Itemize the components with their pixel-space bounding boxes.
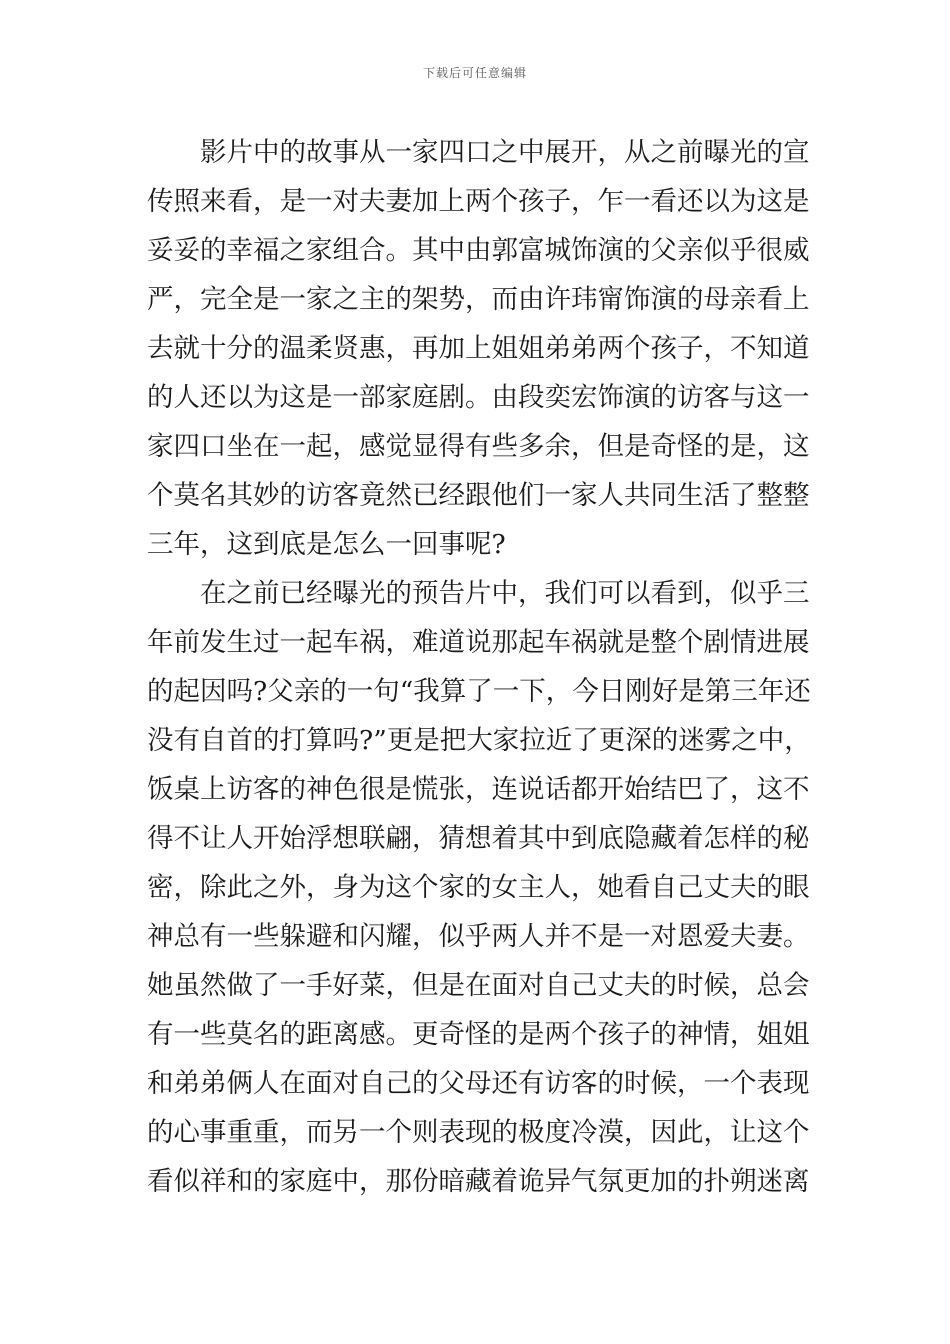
paragraph-1-line: 妥妥的幸福之家组合。其中由郭富城饰演的父亲似乎很威 — [147, 235, 810, 266]
paragraph-1-line: 去就十分的温柔贤惠，再加上姐姐弟弟两个孩子，不知道 — [147, 333, 810, 364]
paragraph-2-line: 和弟弟俩人在面对自己的父母还有访客的时候，一个表现 — [147, 1068, 810, 1099]
paragraph-2-line: 在之前已经曝光的预告片中，我们可以看到，似乎三 — [200, 578, 810, 609]
paragraph-1-line: 严，完全是一家之主的架势，而由许玮甯饰演的母亲看上 — [147, 284, 810, 315]
paragraph-2-line: 饭桌上访客的神色很是慌张，连说话都开始结巴了，这不 — [147, 774, 810, 805]
paragraph-2-line: 神总有一些躲避和闪耀，似乎两人并不是一对恩爱夫妻。 — [147, 921, 810, 952]
header-note: 下载后可任意编辑 — [422, 66, 527, 80]
paragraph-2-line: 密，除此之外，身为这个家的女主人，她看自己丈夫的眼 — [147, 872, 810, 903]
paragraph-2-line: 的心事重重，而另一个则表现的极度冷漠，因此，让这个 — [147, 1117, 810, 1148]
document-body — [147, 128, 811, 1206]
paragraph-1-line: 的人还以为这是一部家庭剧。由段奕宏饰演的访客与这一 — [147, 382, 810, 413]
paragraph-2-line: 年前发生过一起车祸，难道说那起车祸就是整个剧情进展 — [147, 627, 810, 658]
paragraph-2-line: 看似祥和的家庭中，那份暗藏着诡异气氛更加的扑朔迷离 — [147, 1166, 810, 1197]
paragraph-1-line: 影片中的故事从一家四口之中展开，从之前曝光的宣 — [200, 137, 810, 168]
paragraph-1-line: 家四口坐在一起，感觉显得有些多余，但是奇怪的是，这 — [147, 431, 810, 462]
paragraph-2-line: 的起因吗?父亲的一句“我算了一下，今日刚好是第三年还 — [147, 676, 811, 707]
paragraph-1-line: 个莫名其妙的访客竟然已经跟他们一家人共同生活了整整 — [147, 480, 810, 511]
paragraph-1-line: 三年，这到底是怎么一回事呢? — [147, 529, 506, 560]
paragraph-2-line: 没有自首的打算吗?”更是把大家拉近了更深的迷雾之中， — [147, 725, 811, 756]
paragraph-2-line: 有一些莫名的距离感。更奇怪的是两个孩子的神情，姐姐 — [147, 1019, 810, 1050]
paragraph-2-line: 她虽然做了一手好菜，但是在面对自己丈夫的时候，总会 — [147, 970, 810, 1001]
paragraph-2-line: 得不让人开始浮想联翩，猜想着其中到底隐藏着怎样的秘 — [147, 823, 810, 854]
paragraph-1-line: 传照来看，是一对夫妻加上两个孩子，乍一看还以为这是 — [147, 186, 810, 217]
